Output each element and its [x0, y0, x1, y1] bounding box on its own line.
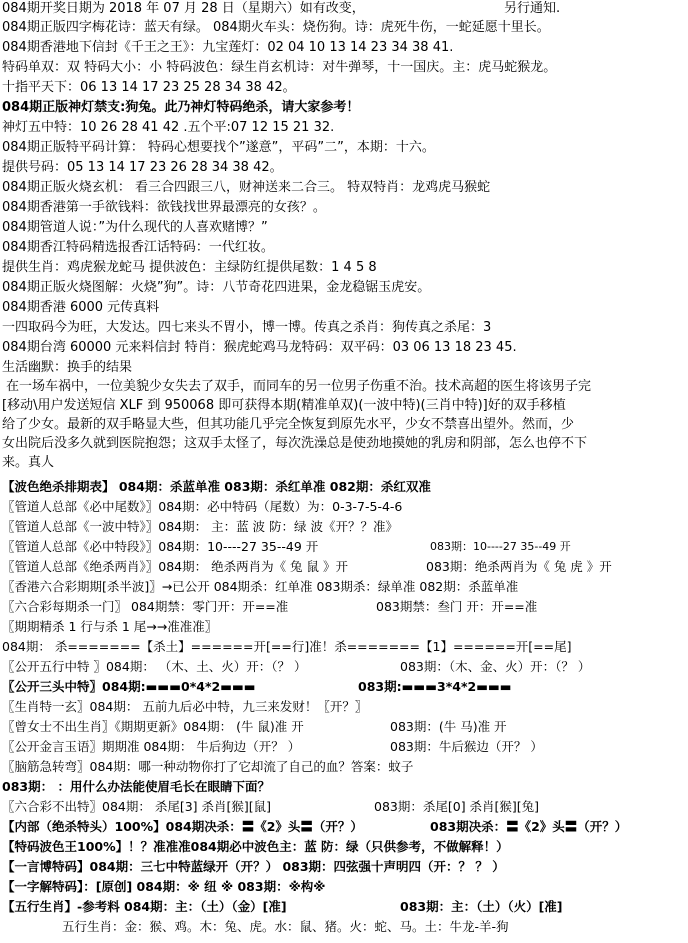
text-line: 084期香江特码精选报香江话特码：一代红妆。 [2, 240, 274, 255]
text-line-paragraph: [移动\用户发送短信 XLF 到 950068 即可获得本期(精准单双)(一波中特)(三肖中特)]好的双手移植 [2, 398, 566, 413]
text-line: 〖公开三头中特〗084期:▬▬▬0*4*2▬▬▬ 083期:▬▬▬3*4*2▬▬▬ [2, 679, 512, 694]
text-line: 〖管道人总部《绝杀两肖》〗084期： 绝杀两肖为《 兔 鼠 》开 083期：绝杀两肖为《 兔 虎 》开 [2, 559, 612, 574]
text-line: 〖管道人总部《必中尾数》〗084期：必中特码（尾数）为：0-3-7-5-4-6 [2, 499, 403, 514]
text-line: 【特码波色王100%】！？准准准084期必中波色主：蓝 防：绿（只供参考，不做解释！） [2, 839, 509, 854]
text-line: 084期正版火烧玄机： 看三合四跟三八，财神送来二合三。 特双特肖：龙鸡虎马猴蛇 [2, 180, 491, 195]
text-line: 084期香港地下信封《千王之王》：九宝莲灯：02 04 10 13 14 23 34 38 41. [2, 40, 454, 55]
text-line-draw-date: 084期开奖日期为 2018 年 07 月 28 日（星期六）如有改变， 另行通知. [2, 1, 561, 16]
text-line: 084期台湾 60000 元来料信封 特肖：猴虎蛇鸡马龙特码：双平码：03 06 13 18 23 45. [2, 340, 517, 355]
text-line: 〖公开金言玉语〗期期准 084期： 牛后狗边（开？ ） 083期：牛后猴边（开？ ） [2, 739, 543, 754]
text-line-paragraph: 来。真人 [2, 455, 55, 470]
text-line: 084期香港第一手欲钱料：欲钱找世界最漂亮的女孩？。 [2, 200, 326, 215]
text-line: 〖管道人总部《必中特段》〗084期：10----27 35--49 开 083期：10----27 35--49 开 [2, 539, 571, 554]
text-line: 一四取码今为旺，大发达。四七来头不胃小，博一博。传真之杀肖：狗传真之杀尾：3 [2, 320, 492, 335]
text-line: 084期： 杀=======【杀土】======开[==行]准！杀=======【1】======开[==尾] [2, 639, 572, 654]
text-line: 五行生肖：金：猴、鸡。木：兔、虎。水：鼠、猪。火：蛇、马。土：牛龙-羊-狗 [62, 919, 509, 934]
text-line: 〖管道人总部《一波中特》〗084期： 主：蓝 波 防：绿 波《开？？准》 [2, 519, 399, 534]
text-line: 〖脑筋急转弯〗084期：哪一种动物你打了它却流了自己的血？答案：蚊子 [2, 759, 414, 774]
text-line: 【一言博特码】084期：三七中特蓝绿开（开？） 083期：四弦强十声明四（开：？ ？ ） [2, 859, 505, 874]
text-line: 〖六合彩每期杀一门〗 084期禁：零门开：开==准 083期禁：叁门 开：开==准 [2, 599, 538, 614]
text-line: 【内部（绝杀特头）100%】084期决杀：〓《2》头〓（开？） 083期决杀：〓《2》头〓（开？） [2, 819, 628, 834]
text-line: 〖生肖特一玄〗084期： 五前九后必中特，九三来发财！〖开？〗 [2, 699, 368, 714]
text-line: 提供号码：05 13 14 17 23 26 28 34 38 42。 [2, 160, 283, 175]
text-line: 〖期期精杀 1 行与杀 1 尾→→准准准〗 [2, 619, 218, 634]
text-line-paragraph: 女出院后没多久就到医院抱怨；这双手太怪了，每次洗澡总是使劲地摸她的乳房和阴部，怎么也停不下 [2, 436, 588, 451]
text-line-paragraph: 给了少女。最新的双手略显大些，但其功能几乎完全恢复到原先水平，少女不禁喜出望外。然而，少 [2, 417, 575, 432]
text-line-paragraph: 在一场车祸中，一位美貌少女失去了双手，而同车的另一位男子伤重不治。技术高超的医生将该男子完 [6, 379, 592, 394]
text-line: 〖公开五行中特 〗084期： （木、土、火）开：（？ ） 083期：（木、金、火）开：（？ ） [2, 659, 591, 674]
text-line: 084期正版四字梅花诗：蓝天有绿。 084期火车头：烧伤狗。诗：虎死牛伤，一蛇延愿十里长。 [2, 20, 550, 35]
text-line: 〖香港六合彩期期[杀半波]〗→已公开 084期杀：红单准 083期杀：绿单准 082期：杀蓝单准 [2, 579, 519, 594]
text-line: 084期正版火烧图解：火烧”狗”。诗：八节奇花四进果，金龙稳锯玉虎安。 [2, 280, 431, 295]
text-line: 084期香港 6000 元传真料 [2, 300, 160, 315]
text-line: 083期： ：用什么办法能使眉毛长在眼睛下面？ [2, 779, 270, 794]
text-line: 提供生肖：鸡虎猴龙蛇马 提供波色：主绿防红提供尾数：1 4 5 8 [2, 260, 377, 275]
text-line: 十指平天下：06 13 14 17 23 25 28 34 38 42。 [2, 80, 296, 95]
text-line-color-kill: 【波色绝杀排期表】 084期：杀蓝单准 083期：杀红单准 082期：杀红双准 [2, 479, 431, 494]
text-line: 〖六合彩不出特〗084期： 杀尾[3] 杀肖[猴][鼠] 083期：杀尾[0] 杀肖[猴][兔] [2, 799, 540, 814]
text-line: 084期正版特平码计算： 特码心想要找个”遂意”，平码”二”，本期：十六。 [2, 140, 435, 155]
text-line: 神灯五中特：10 26 28 41 42 .五个平:07 12 15 21 32. [2, 120, 335, 135]
text-line: 〖曾女士不出生肖〗《期期更新》084期： (牛 鼠)准 开 083期：(牛 马)准 开 [2, 719, 507, 734]
text-line: 【五行生肖】-参考料 084期：主：（土）（金）[准] 083期：主：（土）（火）[准] [2, 899, 563, 914]
text-line: 084期管道人说：”为什么现代的人喜欢赌博？” [2, 220, 268, 235]
text-line: 【一字解特码】：[原创] 084期：※ 纽 ※ 083期：※构※ [2, 879, 326, 894]
text-line: 084期正版神灯禁支:狗兔。此乃神灯特码绝杀，请大家参考！ [2, 100, 360, 115]
text-line-humor-title: 生活幽默：换手的结果 [2, 360, 133, 375]
text-line: 特码单双：双 特码大小：小 特码波色：绿生肖玄机诗：对牛弹琴，十一国庆。主：虎马蛇猴龙。 [2, 60, 557, 75]
